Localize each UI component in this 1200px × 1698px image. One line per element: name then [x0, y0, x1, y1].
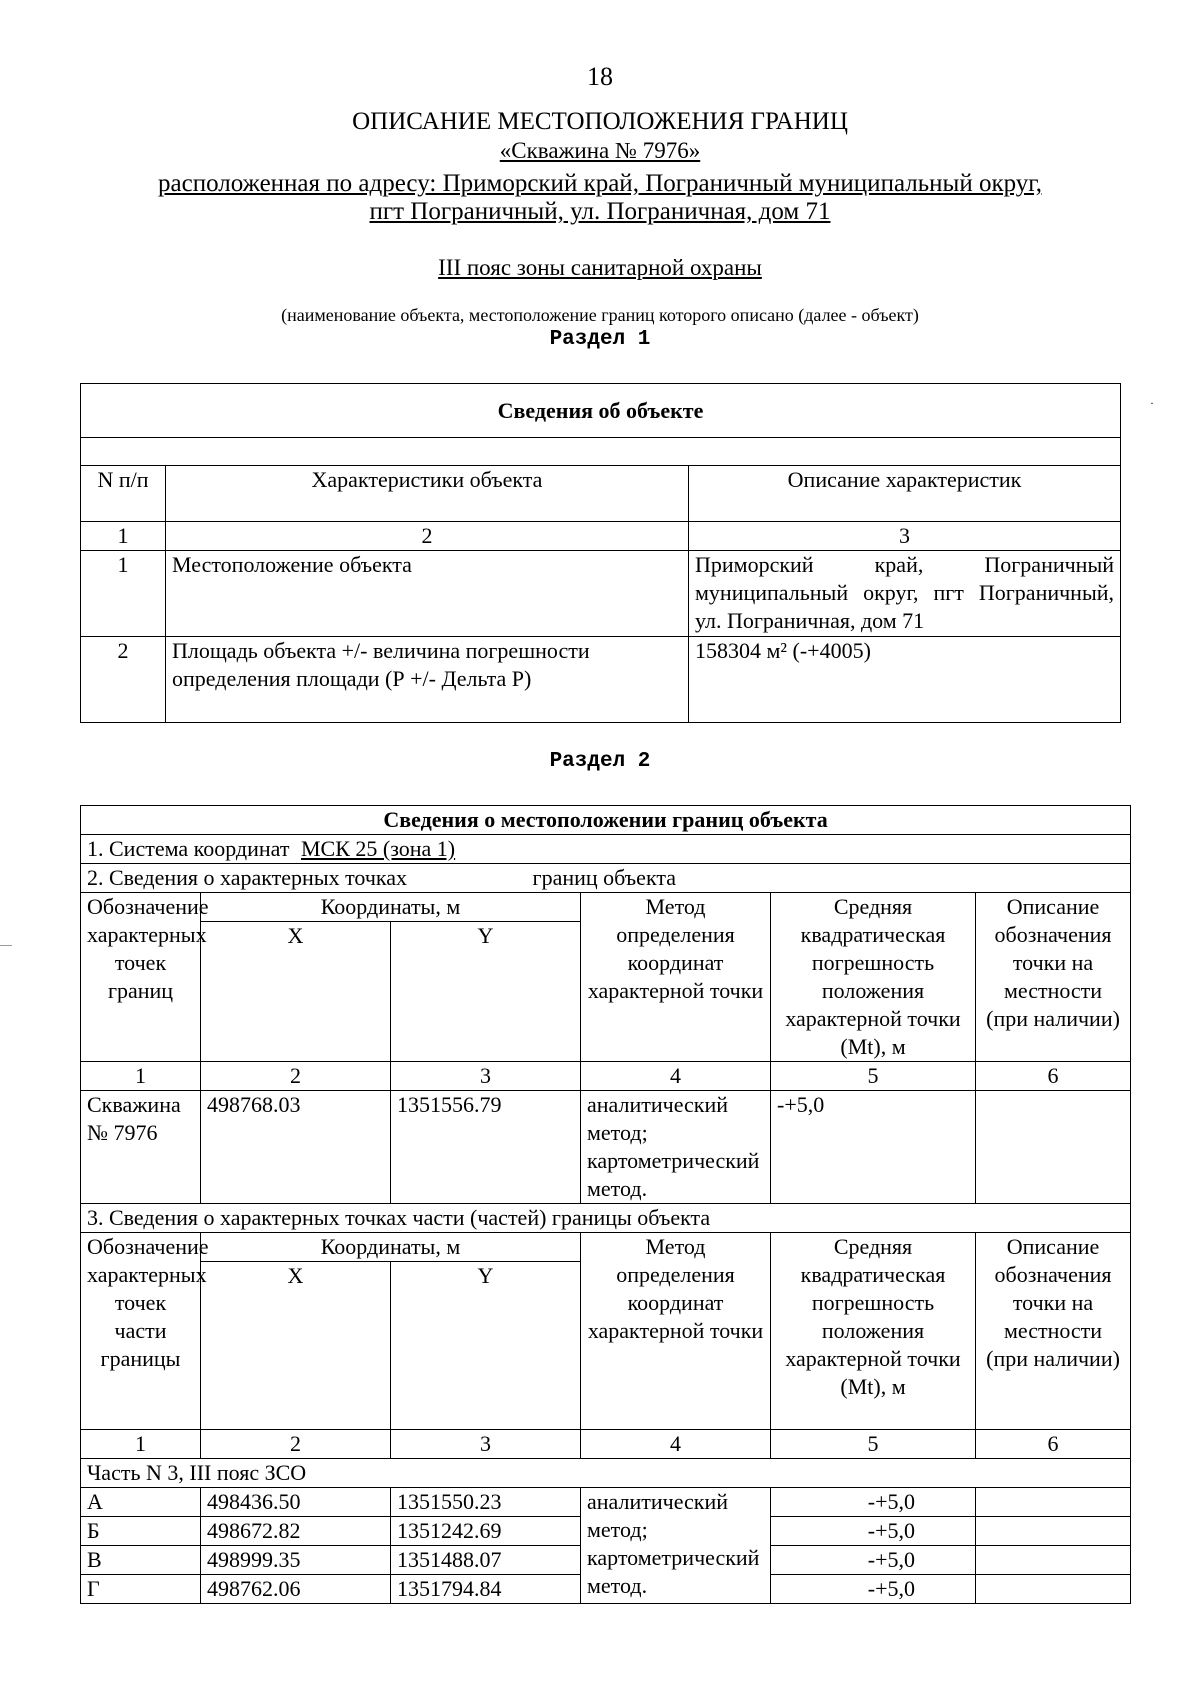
- part-point-name: А: [81, 1488, 201, 1517]
- header-coords: Координаты, м: [201, 893, 581, 922]
- part-point-name: В: [81, 1546, 201, 1575]
- object-note: (наименование объекта, местоположение границ которого описано (далее - объект): [281, 305, 919, 325]
- col-number: 2: [201, 1430, 391, 1459]
- part-label: Часть N 3, III пояс ЗСО: [81, 1459, 1131, 1488]
- row-characteristic: Площадь объекта +/- величина погрешности определения площади (Р +/- Дельта Р): [166, 637, 689, 723]
- col-number: 2: [166, 522, 689, 551]
- point-description: [976, 1091, 1131, 1204]
- part-point-y: 1351242.69: [391, 1517, 581, 1546]
- header-x: X: [201, 922, 391, 1062]
- object-info-table: [80, 383, 1121, 723]
- point-name: Скважина № 7976: [81, 1091, 201, 1204]
- point-error: -+5,0: [771, 1091, 976, 1204]
- col-number: 4: [581, 1430, 771, 1459]
- part-point-error: -+5,0: [771, 1517, 976, 1546]
- coord-system-label: 1. Система координат: [87, 836, 290, 861]
- part-point-name: Г: [81, 1575, 201, 1604]
- part-point-x: 498672.82: [201, 1517, 391, 1546]
- parts-header-designation: Обозначение характерных точек части границы: [81, 1233, 201, 1430]
- col-number: 6: [976, 1062, 1131, 1091]
- object-info-title: Сведения об объекте: [81, 384, 1121, 438]
- part-point-error: -+5,0: [771, 1546, 976, 1575]
- spacer-row: [81, 438, 1121, 466]
- part-point-name: Б: [81, 1517, 201, 1546]
- col-number: 1: [81, 1430, 201, 1459]
- header-error: Средняя квадратическая погрешность положения характерной точки (Mt), м: [771, 893, 976, 1062]
- part-point-description: [976, 1546, 1131, 1575]
- header-y: Y: [391, 922, 581, 1062]
- header-characteristic: Характеристики объекта: [166, 466, 689, 522]
- address-line-2: пгт Пограничный, ул. Пограничная, дом 71: [369, 198, 831, 225]
- parts-header-error: Средняя квадратическая погрешность положения характерной точки (Mt), м: [771, 1233, 976, 1430]
- point-method: аналитический метод; картометрический метод.: [581, 1091, 771, 1204]
- points-heading-b: границ объекта: [532, 865, 676, 890]
- part-point-x: 498762.06: [201, 1575, 391, 1604]
- col-number: 5: [771, 1430, 976, 1459]
- address-line-1: расположенная по адресу: Приморский край, Пограничный муниципальный округ,: [158, 170, 1042, 197]
- parts-header-point-description: Описание обозначения точки на местности (при наличии): [976, 1233, 1131, 1430]
- col-number: 5: [771, 1062, 976, 1091]
- col-number: 1: [81, 1062, 201, 1091]
- col-number: 2: [201, 1062, 391, 1091]
- table-row: [81, 1091, 1131, 1204]
- part-point-error: -+5,0: [771, 1488, 976, 1517]
- row-n: 1: [81, 551, 166, 637]
- boundary-table: [80, 805, 1131, 1604]
- header-designation: Обозначение характерных точек границ: [81, 893, 201, 1062]
- header-n: N п/п: [81, 466, 166, 522]
- part-point-description: [976, 1488, 1131, 1517]
- part-point-description: [976, 1575, 1131, 1604]
- col-number: 3: [391, 1062, 581, 1091]
- page-number: 18: [587, 62, 613, 91]
- section-1-label: Раздел 1: [549, 328, 651, 351]
- scan-dot: ·: [1150, 396, 1154, 410]
- part-point-y: 1351794.84: [391, 1575, 581, 1604]
- part-point-description: [976, 1517, 1131, 1546]
- part-point-x: 498436.50: [201, 1488, 391, 1517]
- point-y: 1351556.79: [391, 1091, 581, 1204]
- col-number: 4: [581, 1062, 771, 1091]
- table-row: [81, 637, 1121, 723]
- row-description: Приморский край, Пограничный муниципальный округ, пгт Пограничный, ул. Пограничная, дом 71: [689, 551, 1121, 637]
- object-name: «Скважина № 7976»: [499, 138, 701, 163]
- row-n: 2: [81, 637, 166, 723]
- document-title: ОПИСАНИЕ МЕСТОПОЛОЖЕНИЯ ГРАНИЦ: [352, 108, 848, 135]
- points-heading-a: 2. Сведения о характерных точках: [87, 865, 408, 890]
- col-number: 3: [689, 522, 1121, 551]
- row-characteristic: Местоположение объекта: [166, 551, 689, 637]
- part-point-error: -+5,0: [771, 1575, 976, 1604]
- parts-header-method: Метод определения координат характерной точки: [581, 1233, 771, 1430]
- table-row: [81, 1488, 1131, 1517]
- parts-header-coords: Координаты, м: [201, 1233, 581, 1262]
- header-method: Метод определения координат характерной точки: [581, 893, 771, 1062]
- header-description: Описание характеристик: [689, 466, 1121, 522]
- table-row: [81, 551, 1121, 637]
- zone-title: III пояс зоны санитарной охраны: [438, 255, 762, 280]
- col-number: 1: [81, 522, 166, 551]
- col-number: 6: [976, 1430, 1131, 1459]
- part-point-x: 498999.35: [201, 1546, 391, 1575]
- boundary-table-title: Сведения о местоположении границ объекта: [81, 806, 1131, 835]
- parts-heading: 3. Сведения о характерных точках части (частей) границы объекта: [81, 1204, 1131, 1233]
- header-point-description: Описание обозначения точки на местности (при наличии): [976, 893, 1131, 1062]
- scan-mark: [0, 945, 12, 946]
- parts-header-x: X: [201, 1262, 391, 1430]
- parts-header-y: Y: [391, 1262, 581, 1430]
- part-point-y: 1351550.23: [391, 1488, 581, 1517]
- row-description: 158304 м² (-+4005): [689, 637, 1121, 723]
- part-method: аналитический метод; картометрический метод.: [581, 1488, 771, 1604]
- coord-system-value: МСК 25 (зона 1): [300, 836, 456, 861]
- point-x: 498768.03: [201, 1091, 391, 1204]
- part-point-y: 1351488.07: [391, 1546, 581, 1575]
- col-number: 3: [391, 1430, 581, 1459]
- section-2-label: Раздел 2: [549, 750, 651, 773]
